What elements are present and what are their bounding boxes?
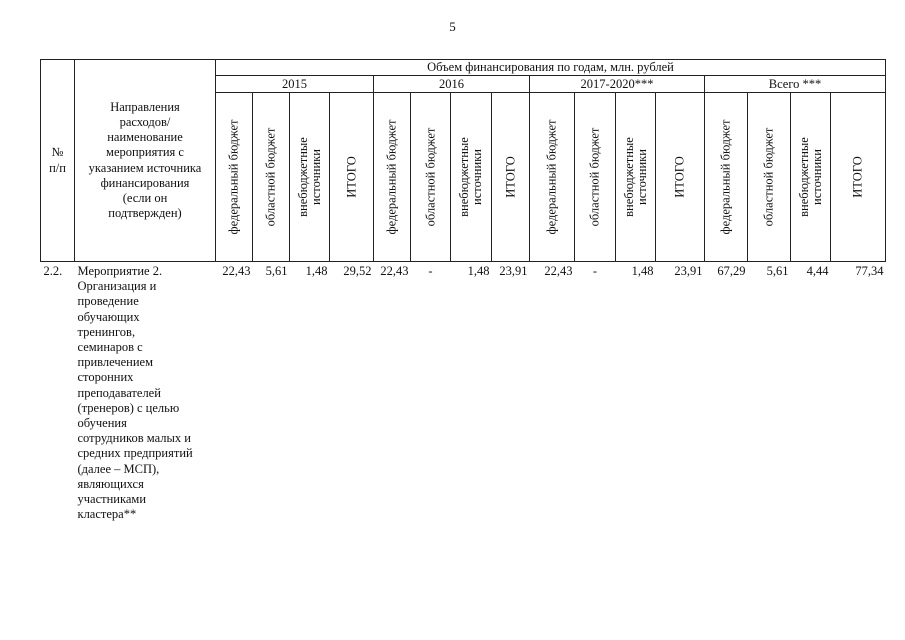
header-sub-label: федеральный бюджет — [544, 119, 559, 235]
header-sub-label: областной бюджет — [587, 127, 602, 227]
header-group-title: Объем финансирования по годам, млн. рублей — [216, 60, 886, 76]
header-sub-regional — [575, 93, 616, 262]
cell-value: 22,43 — [222, 264, 251, 278]
cell-value: 23,91 — [499, 264, 528, 278]
header-sub-total — [492, 93, 530, 262]
cell-value: 4,44 — [806, 264, 829, 278]
header-sub-federal — [216, 93, 253, 262]
header-sub-label: внебюджетные источники — [621, 137, 649, 217]
financing-table — [40, 59, 886, 522]
header-sub-total — [656, 93, 705, 262]
header-sub-extrabudget — [616, 93, 656, 262]
cell-value: 67,29 — [717, 264, 746, 278]
header-sub-label: ИТОГО — [503, 156, 517, 198]
header-sub-regional — [748, 93, 791, 262]
cell-value: 5,61 — [766, 264, 789, 278]
header-sub-federal — [374, 93, 411, 262]
cell-value: 29,52 — [343, 264, 372, 278]
header-sub-total — [831, 93, 886, 262]
header-sub-federal — [530, 93, 575, 262]
header-sub-label: внебюджетные источники — [295, 137, 323, 217]
header-sub-label: федеральный бюджет — [384, 119, 399, 235]
cell-value: 1,48 — [305, 264, 328, 278]
header-col-direction: Направления расходов/ наименование мероприятия с указанием источника финансирования (если он подтвержден) — [75, 60, 216, 262]
cell-value: 23,91 — [674, 264, 703, 278]
cell-value: 22,43 — [544, 264, 573, 278]
header-sub-label: федеральный бюджет — [718, 119, 733, 235]
header-year: 2016 — [374, 76, 530, 93]
header-year: 2017-2020*** — [530, 76, 705, 93]
header-sub-label: ИТОГО — [850, 156, 865, 198]
header-sub-label: областной бюджет — [423, 127, 437, 227]
cell-value: 1,48 — [631, 264, 654, 278]
header-sub-label: ИТОГО — [672, 156, 687, 198]
header-sub-label: внебюджетные источники — [796, 137, 824, 217]
header-sub-extrabudget — [791, 93, 831, 262]
header-sub-extrabudget — [290, 93, 330, 262]
header-sub-label: областной бюджет — [761, 127, 776, 227]
cell-value: - — [428, 264, 433, 278]
header-sub-label: ИТОГО — [344, 156, 358, 198]
header-sub-label: внебюджетные источники — [457, 137, 484, 217]
header-year: Всего *** — [705, 76, 886, 93]
header-year: 2015 — [216, 76, 374, 93]
header-sub-extrabudget — [451, 93, 492, 262]
header-sub-label: областной бюджет — [263, 127, 278, 227]
cell-value: 77,34 — [855, 264, 884, 278]
table-row — [41, 262, 886, 523]
header-sub-federal — [705, 93, 748, 262]
row-number: 2.2. — [43, 264, 63, 278]
header-sub-regional — [253, 93, 290, 262]
header-sub-label: федеральный бюджет — [226, 119, 241, 235]
cell-value: 1,48 — [467, 264, 490, 278]
cell-value: - — [592, 264, 598, 278]
cell-value: 22,43 — [380, 264, 409, 278]
header-sub-regional — [411, 93, 451, 262]
header-sub-total — [330, 93, 374, 262]
row-description: Мероприятие 2. Организация и проведение обучающих тренингов, семинаров с привлечением сторонних преподавателей (тренеров) с целью обучения сотрудников малых и средних предприятий (далее – МСП), являющихся участниками кластера** — [77, 264, 193, 522]
header-col-no: № п/п — [41, 60, 75, 262]
cell-value: 5,61 — [265, 264, 288, 278]
page-number: 5 — [449, 19, 456, 34]
